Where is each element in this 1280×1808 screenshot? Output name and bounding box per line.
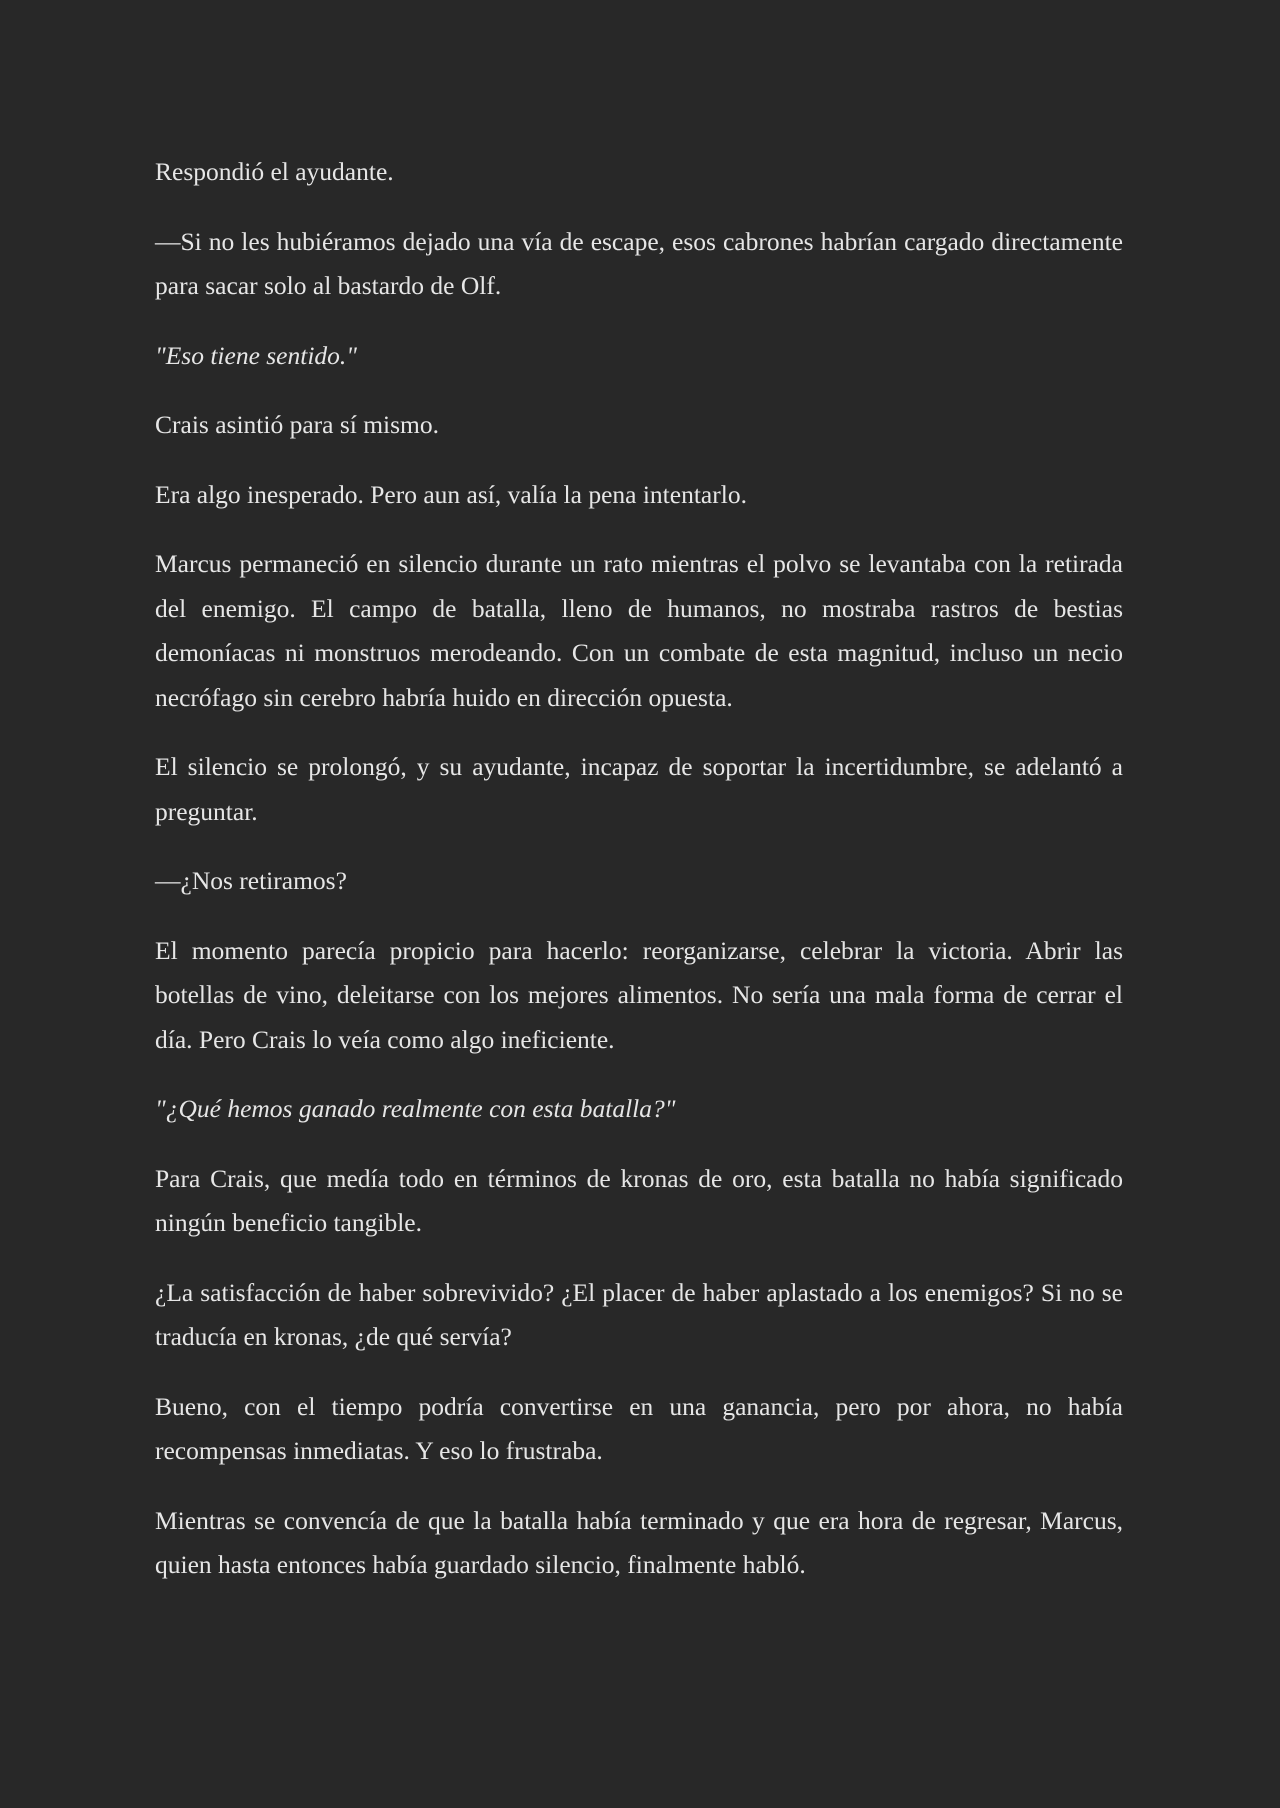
paragraph-kronas: Para Crais, que medía todo en términos de kronas de oro, esta batalla no había significado ningún beneficio tangible.: [155, 1163, 1123, 1237]
paragraph-marcus-silence: Marcus permaneció en silencio durante un rato mientras el polvo se levantaba con la retirada del enemigo. El campo de batalla, lleno de humanos, no mostraba rastros de bestias demoníacas ni monstruos merodeando. Con un combate de esta magnitud, incluso un necio necrófago sin cerebro habría huido en dirección opuesta.: [155, 549, 1123, 712]
paragraph-thought-sense: "Eso tiene sentido.": [155, 340, 358, 370]
paragraph-crais-nod: Crais asintió para sí mismo.: [155, 410, 440, 439]
paragraph-unexpected: Era algo inesperado. Pero aun así, valía la pena intentarlo.: [155, 479, 747, 509]
paragraph-dialogue-escape: —Si no les hubiéramos dejado una vía de escape, esos cabrones habrían cargado directamente para sacar solo al bastardo de Olf.: [155, 226, 1123, 300]
paragraph-frustration: Bueno, con el tiempo podría convertirse en una ganancia, pero por ahora, no había recompensas inmediatas. Y eso lo frustraba.: [155, 1391, 1123, 1465]
paragraph-silence-prolonged: El silencio se prolongó, y su ayudante, incapaz de soportar la incertidumbre, se adelantó a preguntar.: [155, 752, 1123, 826]
paragraph-marcus-speaks: Mientras se convencía de que la batalla había terminado y que era hora de regresar, Marcus, quien hasta entonces había guardado silencio, finalmente habló.: [155, 1505, 1123, 1579]
paragraph-satisfaction: ¿La satisfacción de haber sobrevivido? ¿El placer de haber aplastado a los enemigos? Si no se traducía en kronas, ¿de qué servía?: [155, 1277, 1123, 1351]
paragraph-moment: El momento parecía propicio para hacerlo: reorganizarse, celebrar la victoria. Abrir las botellas de vino, deleitarse con los mejores alimentos. No sería una mala forma de cerrar el día. Pero Crais lo veía como algo ineficiente.: [155, 935, 1123, 1054]
paragraph-response: Respondió el ayudante.: [155, 157, 394, 186]
paragraph-dialogue-retreat: —¿Nos retiramos?: [155, 866, 347, 895]
paragraph-thought-gain: "¿Qué hemos ganado realmente con esta batalla?": [155, 1094, 676, 1123]
